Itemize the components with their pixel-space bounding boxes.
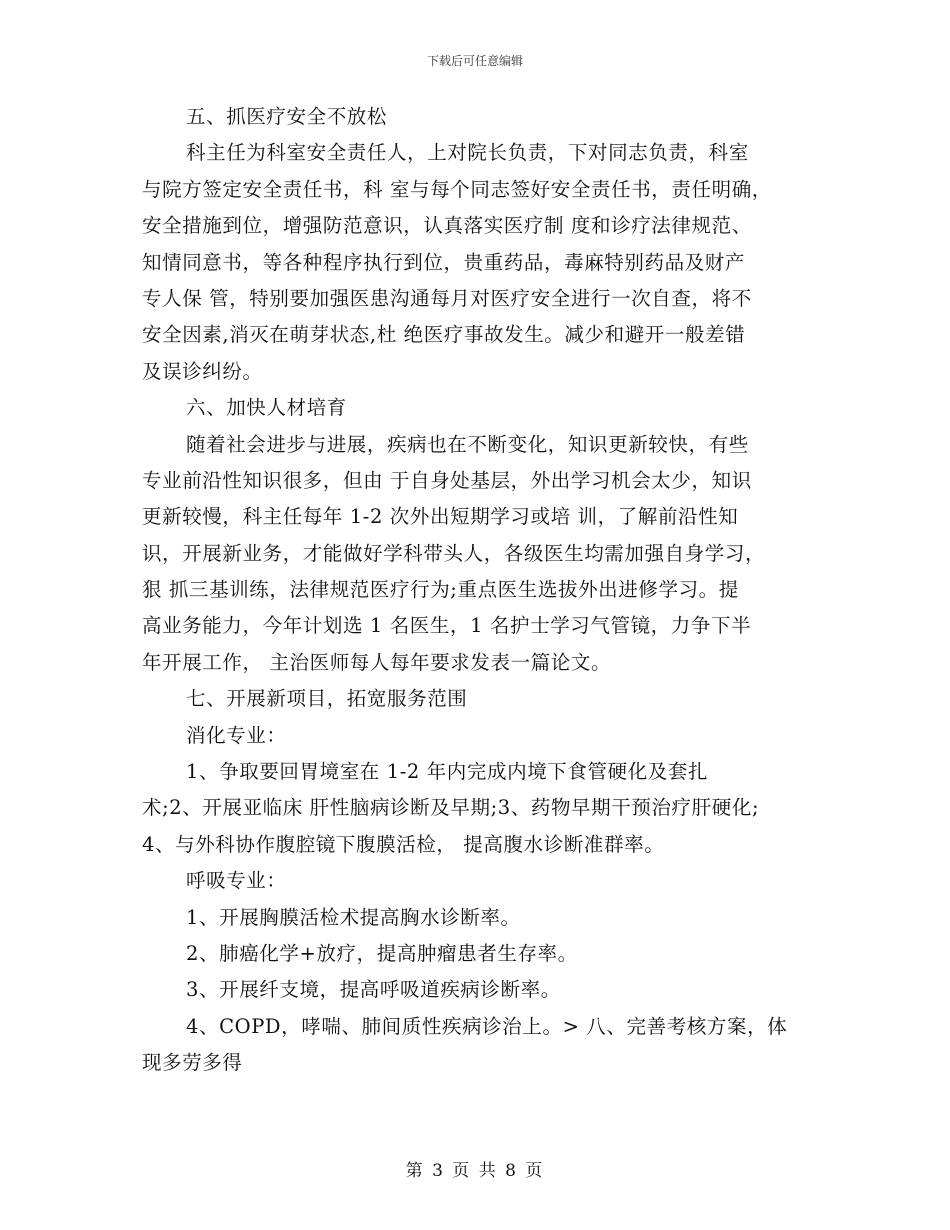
- text-line: 4、COPD，哮喘、肺间质性疾病诊治上。> 八、完善考核方案，体: [186, 1014, 788, 1038]
- document-body: [142, 104, 822, 1087]
- text-line: 五、抓医疗安全不放松: [186, 105, 388, 128]
- text-line: 识，开展新业务，才能做好学科带头人，各级医生均需加强自身学习，: [142, 541, 766, 565]
- text-line: 安全措施到位，增强防范意识，认真落实医疗制 度和诊疗法律规范、: [142, 214, 752, 238]
- text-line: 3、开展纤支境，提高呼吸道疾病诊断率。: [186, 978, 561, 1002]
- text-line: 六、加快人材培育: [186, 396, 347, 420]
- text-line: 狠 抓三基训练，法律规范医疗行为;重点医生选拔外出进修学习。提: [142, 578, 739, 602]
- text-line: 年开展工作， 主治医师每人每年要求发表一篇论文。: [142, 650, 612, 674]
- text-line: 七、开展新项目，拓宽服务范围: [186, 687, 468, 711]
- text-line: 1、争取要回胃境室在 1-2 年内完成内境下食管硬化及套扎: [186, 760, 709, 784]
- text-line: 术;2、开展亚临床 肝性脑病诊断及早期;3、药物早期干预治疗肝硬化;: [142, 796, 760, 820]
- text-line: 更新较慢，科主任每年 1-2 次外出短期学习或培 训，了解前沿性知: [142, 505, 739, 529]
- text-line: 现多劳多得: [142, 1051, 243, 1075]
- text-line: 高业务能力，今年计划选 1 名医生，1 名护士学习气管镜，力争下半: [142, 614, 752, 638]
- text-line: 消化专业：: [186, 723, 287, 747]
- text-line: 呼吸专业：: [186, 869, 287, 893]
- text-line: 4、与外科协作腹腔镜下腹膜活检， 提高腹水诊断准群率。: [142, 832, 665, 856]
- text-line: 安全因素,消灭在萌芽状态,杜 绝医疗事故发生。减少和避开一般差错: [142, 323, 746, 347]
- text-line: 知情同意书，等各种程序执行到位，贵重药品，毒麻特别药品及财产: [142, 250, 746, 274]
- text-line: 与院方签定安全责任书，科 室与每个同志签好安全责任书，责任明确，: [142, 177, 772, 201]
- text-line: 及误诊纠纷。: [142, 359, 263, 383]
- text-line: 专人保 管，特别要加强医患沟通每月对医疗安全进行一次自查，将不: [142, 286, 752, 310]
- text-line: 2、肺癌化学+放疗，提高肿瘤患者生存率。: [186, 941, 578, 965]
- text-line: 1、开展胸膜活检术提高胸水诊断率。: [186, 905, 521, 929]
- page-footer: 第 3 页 共 8 页: [405, 1161, 545, 1181]
- page-header: 下载后可任意编辑: [426, 54, 523, 68]
- text-line: 随着社会进步与进展，疾病也在不断变化，知识更新较快，有些: [186, 432, 749, 456]
- text-line: 专业前沿性知识很多，但由 于自身处基层，外出学习机会太少，知识: [142, 468, 752, 492]
- text-line: 科主任为科室安全责任人，上对院长负责，下对同志负责，科室: [186, 141, 749, 165]
